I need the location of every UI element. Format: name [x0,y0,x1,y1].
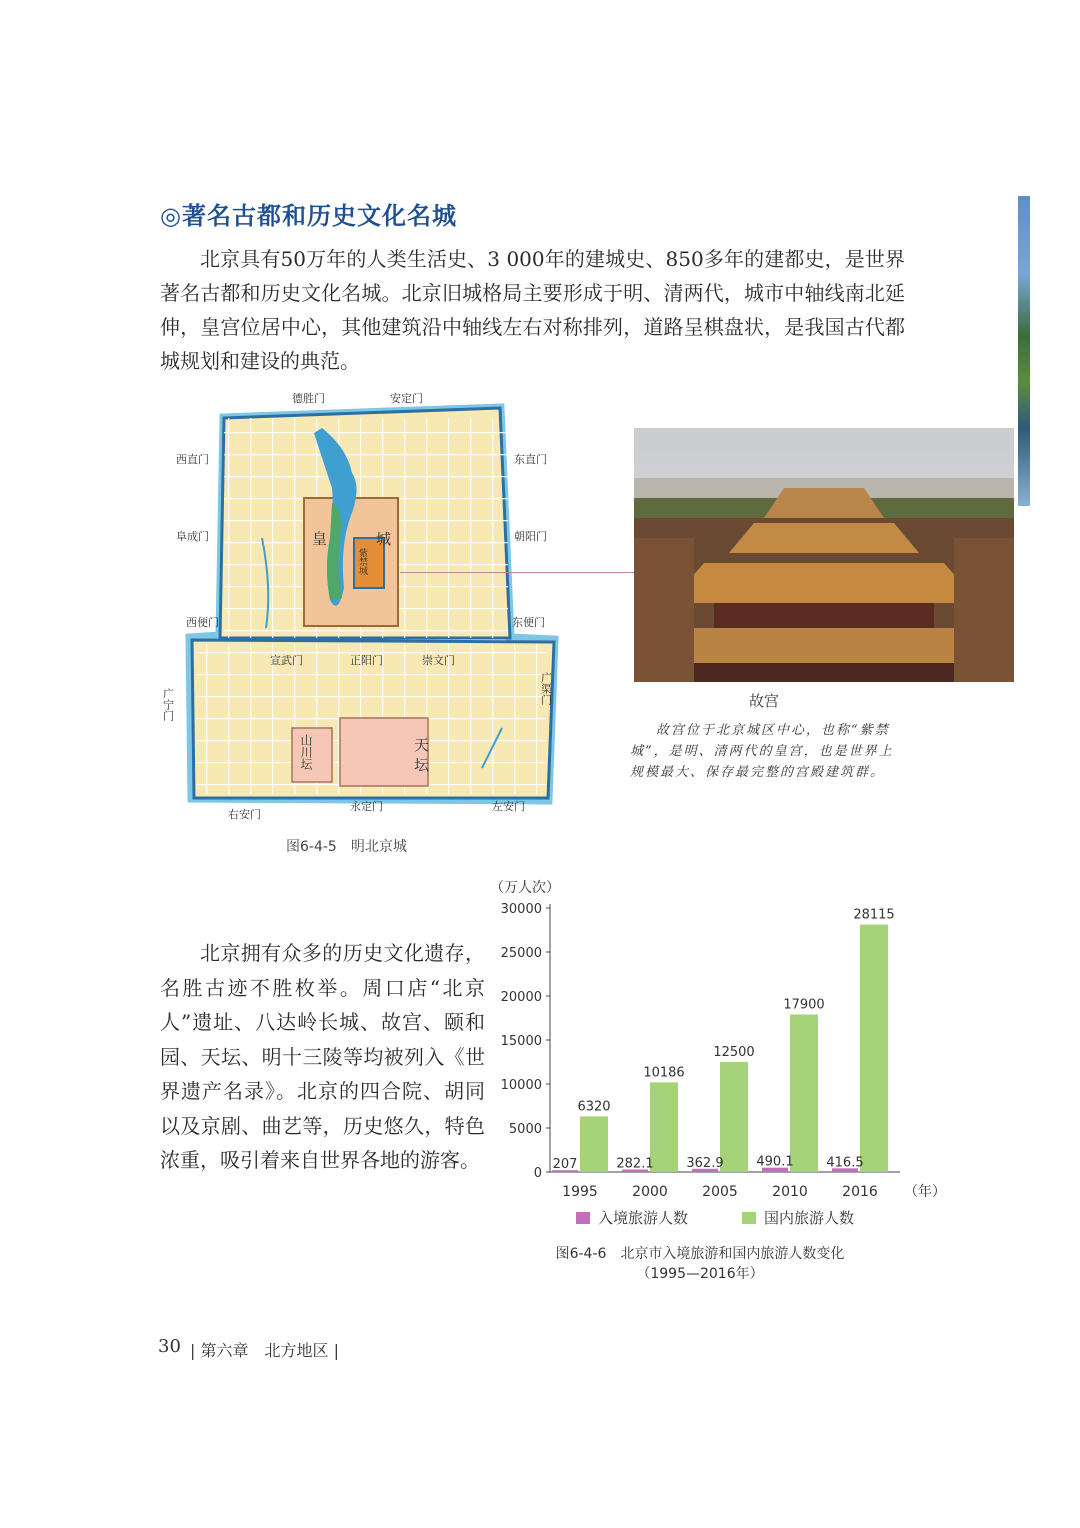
map-caption: 图6-4-5 明北京城 [286,839,407,855]
legend-swatch-domestic [742,1212,756,1224]
gate-desheng: 德胜门 [292,392,325,405]
xtick-1995: 1995 [562,1184,598,1200]
chart-svg [490,872,946,1292]
label-domestic-2010: 17900 [783,997,825,1013]
gate-zhengyang: 正阳门 [350,654,383,667]
chart-ytick-label: 5000 [508,1122,542,1137]
chart-ytick-label: 0 [533,1166,542,1181]
chart-ytick-label: 25000 [500,946,542,961]
label-zijin: 紫禁城 [357,548,367,575]
photo-title: 故宫 [748,692,779,710]
chart-ytick-label: 30000 [500,902,542,917]
edge-photo-strip [1018,196,1030,506]
chart-ylabel: （万人次） [490,880,560,896]
heritage-text: 北京拥有众多的历史文化遗存，名胜古迹不胜枚举。周口店“北京人”遗址、八达岭长城、故宫、颐和园、天坛、明十三陵等均被列入《世界遗产名录》。北京的四合院、胡同以及京剧、曲艺等，历史悠久，特色浓重，吸引着来自世界各地的游客。 [160,941,485,1172]
label-domestic-1995: 6320 [577,1099,611,1115]
label-shanchuan: 山川坛 [299,734,313,770]
intro-text: 北京具有50万年的人类生活史、3 000年的建城史、850多年的建都史，是世界著名古都和历史文化名城。北京旧城格局主要形成于明、清两代，城市中轴线南北延伸，皇宫位居中心，其他建筑沿中轴线左右对称排列，道路呈棋盘状，是我国古代都城规划和建设的典范。 [160,247,905,373]
gate-xuanwu: 宣武门 [270,654,303,667]
xtick-2010: 2010 [772,1184,808,1200]
label-tan: 坛 [414,756,430,774]
connector-line [400,572,634,573]
xtick-2016: 2016 [842,1184,878,1200]
label-inbound-2016: 416.5 [826,1155,864,1171]
page-number: 30 [158,1336,181,1357]
legend-label-inbound: 入境旅游人数 [598,1209,689,1227]
bar-domestic-2010 [790,1014,818,1172]
photo-description-text: 故宫位于北京城区中心，也称“紫禁城”，是明、清两代的皇宫，也是世界上规模最大、保存最完整的宫殿建筑群。 [630,723,894,780]
forbidden-city-photo [634,428,1014,682]
bar-domestic-1995 [580,1116,608,1172]
label-domestic-2000: 10186 [643,1065,685,1081]
ming-beijing-map [162,388,562,828]
gate-dongzhi: 东直门 [514,453,547,466]
label-inbound-2005: 362.9 [686,1155,724,1171]
intro-paragraph [160,242,905,378]
gate-zuoan: 左安门 [492,800,525,813]
label-domestic-2005: 12500 [713,1045,755,1060]
gate-guangning: 广宁门 [161,688,175,721]
chart-title-line2: （1995—2016年） [636,1266,764,1282]
label-inbound-2010: 490.1 [756,1154,794,1170]
gate-youan: 右安门 [228,808,261,821]
bar-domestic-2000 [650,1082,678,1172]
chart-xunit: （年） [904,1184,946,1200]
label-tian: 天 [414,736,430,754]
gate-chongwen: 崇文门 [422,654,455,667]
chapter-label: | 第六章 北方地区 | [190,1341,339,1360]
chart-ytick-label: 20000 [500,990,542,1005]
legend-swatch-inbound [576,1212,590,1224]
xtick-2000: 2000 [632,1184,668,1200]
section-heading: ◎著名古都和历史文化名城 [160,202,457,230]
gate-fucheng: 阜成门 [176,530,209,543]
gate-anding: 安定门 [390,392,423,405]
gate-xibian: 西便门 [186,616,219,629]
label-inbound-2000: 282.1 [616,1156,654,1172]
photo-illustration [634,428,1014,682]
heritage-paragraph [160,936,485,1178]
xtick-2005: 2005 [702,1184,738,1200]
map-svg [162,388,562,828]
chart-title-line1: 图6-4-6 北京市入境旅游和国内旅游人数变化 [555,1246,845,1262]
gate-yongding: 永定门 [350,800,383,813]
chart-ytick-label: 15000 [500,1034,542,1049]
gate-guangqu: 广渠门 [539,672,553,705]
bar-domestic-2016 [860,925,888,1172]
photo-description [630,720,905,783]
gate-dongbian: 东便门 [512,616,545,629]
bar-domestic-2005 [720,1062,748,1172]
legend-label-domestic: 国内旅游人数 [764,1209,855,1227]
label-domestic-2016: 28115 [853,907,895,923]
chart-ytick-label: 10000 [500,1078,542,1093]
label-cheng: 城 [376,530,392,548]
label-huang: 皇 [312,530,328,548]
tourism-chart [490,872,946,1292]
gate-xizhi: 西直门 [176,453,209,466]
gate-chaoyang: 朝阳门 [514,530,547,543]
label-inbound-1995: 207 [552,1157,578,1173]
